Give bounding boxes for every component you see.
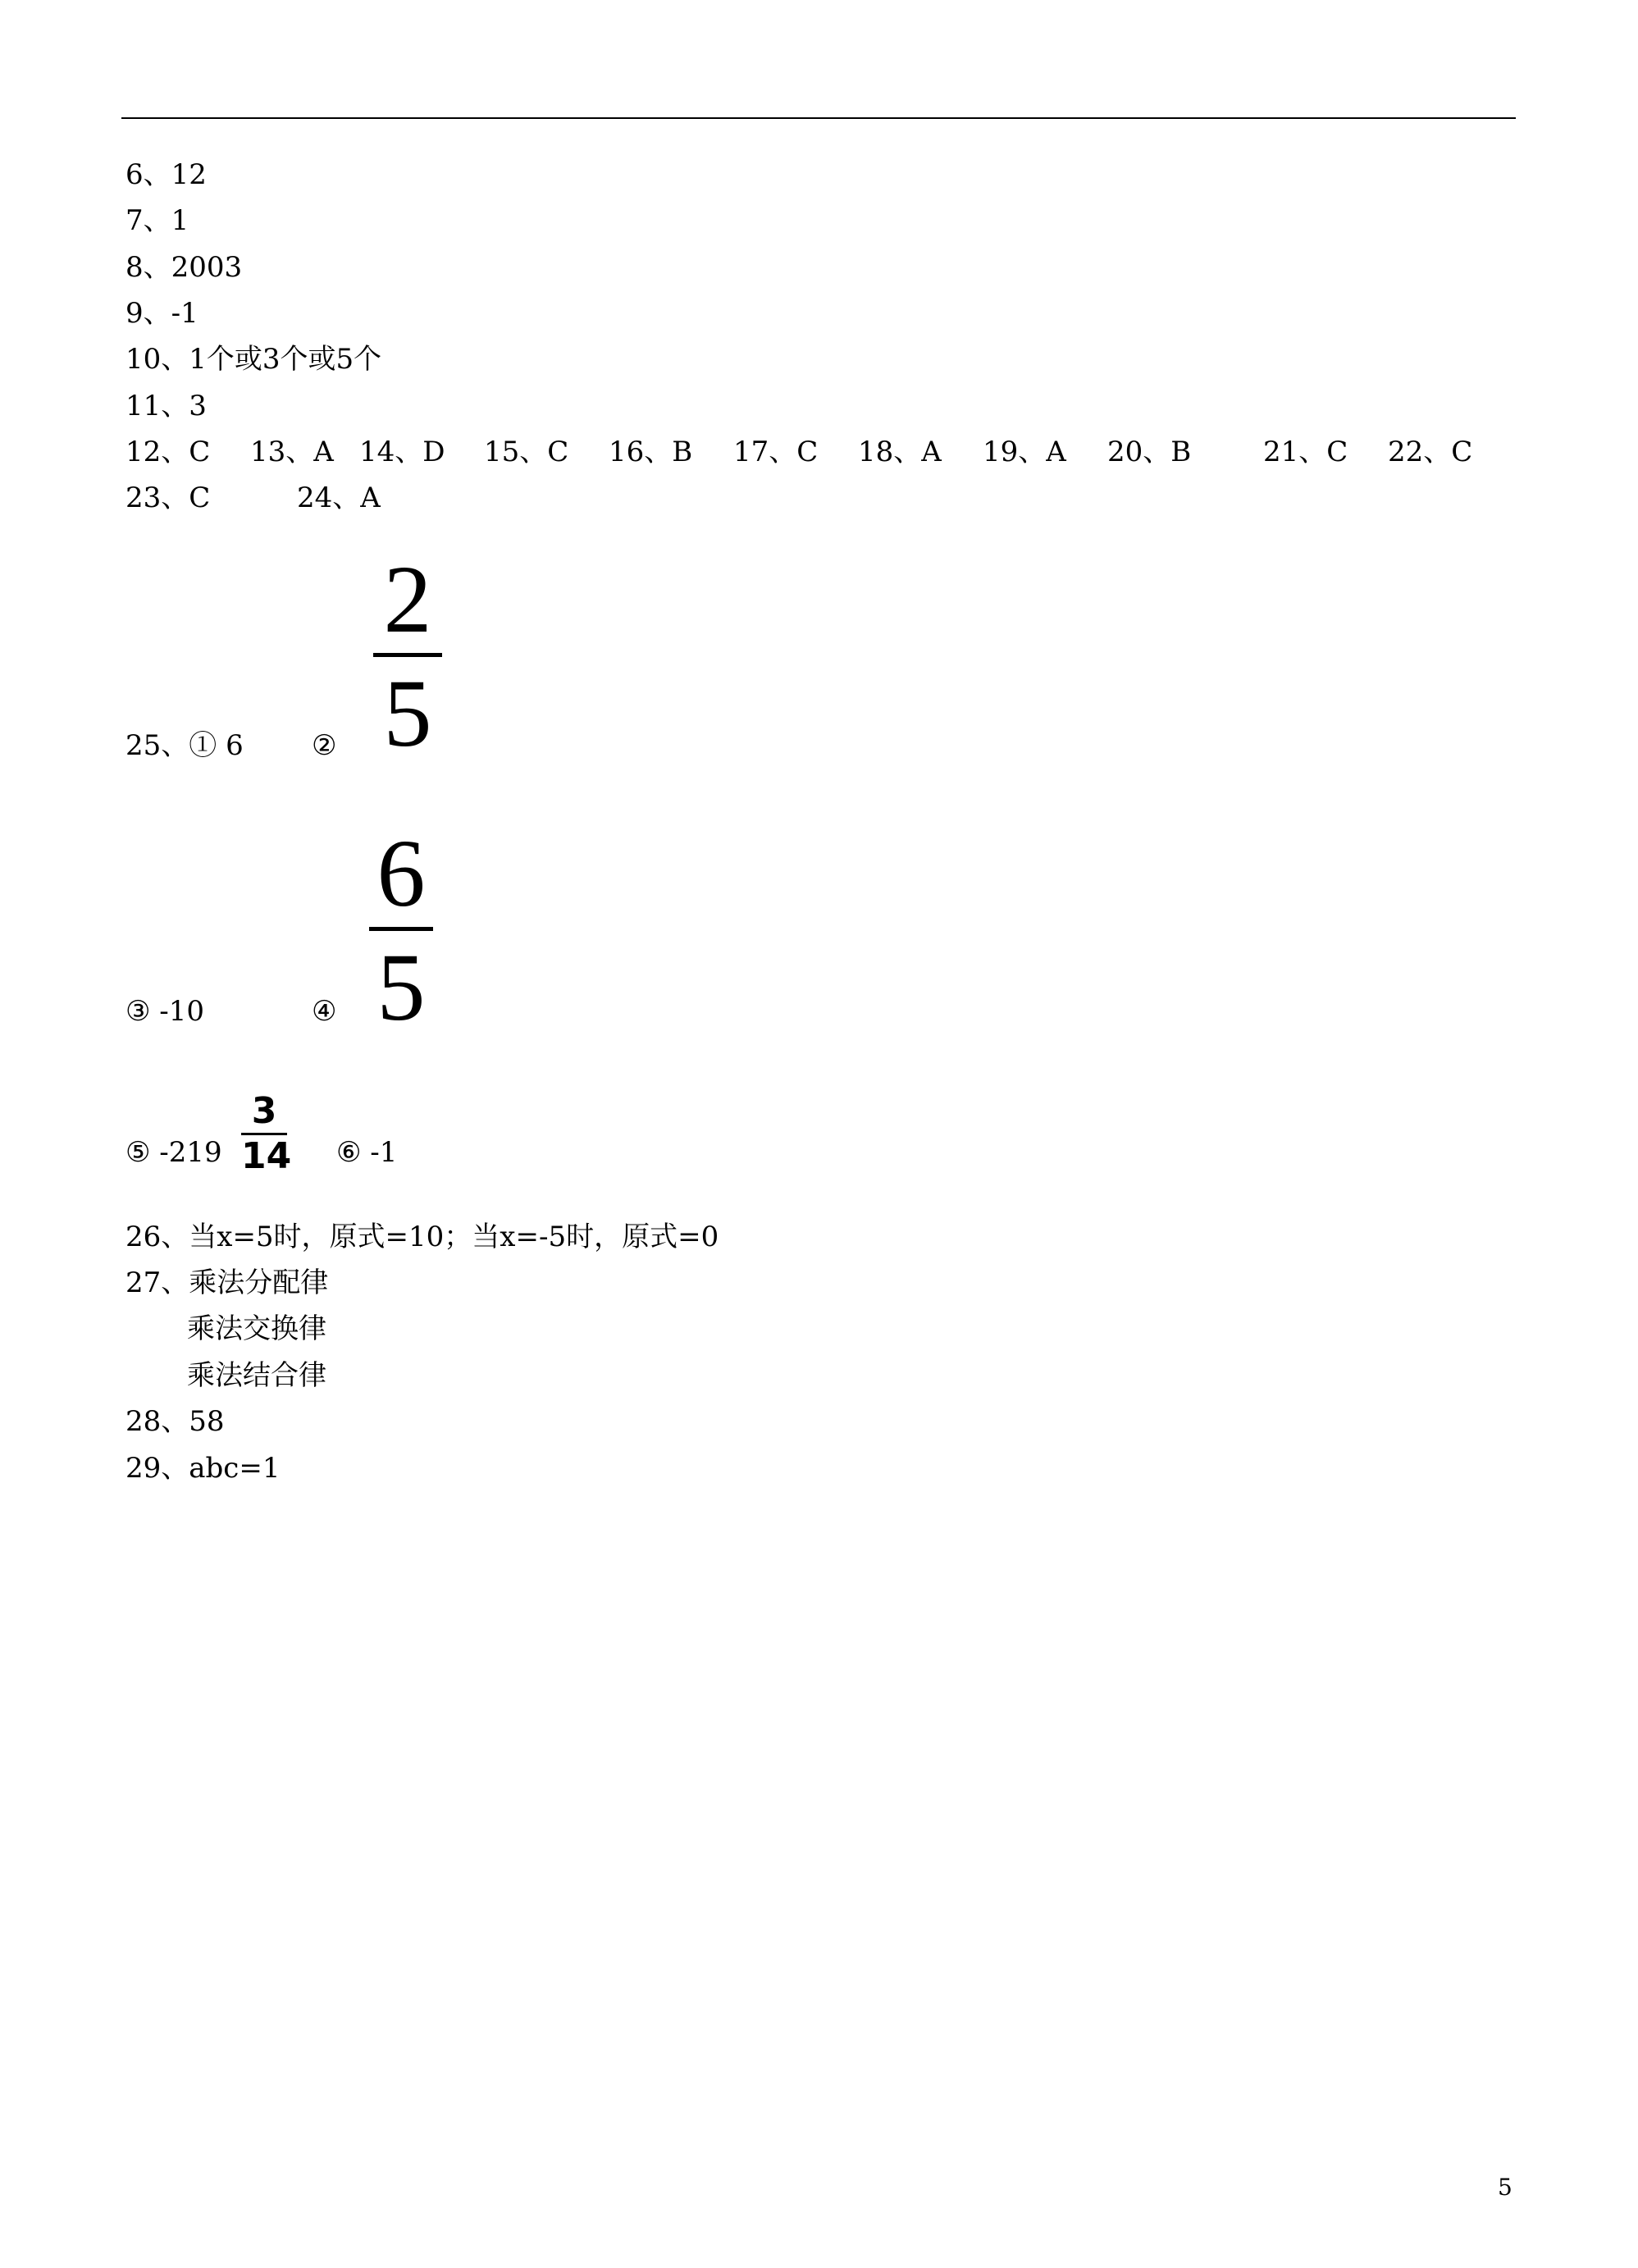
answer-7: 7、1	[125, 204, 189, 237]
fraction-denominator: 5	[376, 933, 426, 1041]
fraction-numerator: 2	[383, 545, 432, 653]
answer-10: 10、1个或3个或5个	[125, 343, 382, 376]
mc-answer-20: 20、B	[1107, 436, 1192, 468]
fraction-numerator: 6	[376, 819, 426, 927]
answer-6: 6、12	[125, 158, 207, 191]
header-rule	[121, 117, 1516, 119]
mc-answer-14: 14、D	[359, 436, 445, 468]
answer-27-line3: 乘法结合律	[187, 1359, 326, 1392]
fraction-denominator: 14	[241, 1135, 292, 1177]
fraction-3-14	[241, 1090, 292, 1177]
answer-8: 8、2003	[125, 251, 243, 284]
answer-25-part4-label: ④	[312, 995, 337, 1028]
answer-29: 29、abc=1	[125, 1452, 281, 1485]
mc-answer-18: 18、A	[858, 436, 942, 468]
answer-25-part5: ⑤ -219	[125, 1136, 222, 1169]
mc-answer-12: 12、C	[125, 436, 211, 468]
answer-25-part3: ③ -10	[125, 995, 205, 1028]
fraction-bar	[369, 927, 433, 931]
fraction-bar	[373, 653, 442, 657]
fraction-numerator: 3	[251, 1090, 277, 1132]
answer-25-part1: 25、① 6	[125, 729, 244, 762]
mc-answer-17: 17、C	[733, 436, 819, 468]
page-number: 5	[1498, 2174, 1513, 2201]
mc-answer-16: 16、B	[609, 436, 693, 468]
mc-answer-22: 22、C	[1388, 436, 1473, 468]
answer-25-part2-label: ②	[312, 729, 337, 762]
fraction-denominator: 5	[383, 659, 432, 767]
fraction-6-5	[369, 819, 433, 1041]
answer-28: 28、58	[125, 1405, 225, 1438]
answer-27: 27、乘法分配律	[125, 1266, 329, 1299]
answer-25-part6: ⑥ -1	[336, 1136, 398, 1169]
mc-answer-21: 21、C	[1263, 436, 1348, 468]
answer-11: 11、3	[125, 390, 207, 422]
mc-answer-15: 15、C	[484, 436, 569, 468]
mc-answer-23: 23、C	[125, 481, 211, 514]
mc-answer-24: 24、A	[297, 481, 381, 514]
mc-answer-13: 13、A	[250, 436, 334, 468]
answer-27-line2: 乘法交换律	[187, 1312, 326, 1345]
fraction-2-5	[373, 545, 442, 767]
answer-26: 26、当x=5时，原式=10；当x=-5时，原式=0	[125, 1221, 719, 1253]
mc-answer-19: 19、A	[983, 436, 1066, 468]
answer-9: 9、-1	[125, 297, 198, 330]
